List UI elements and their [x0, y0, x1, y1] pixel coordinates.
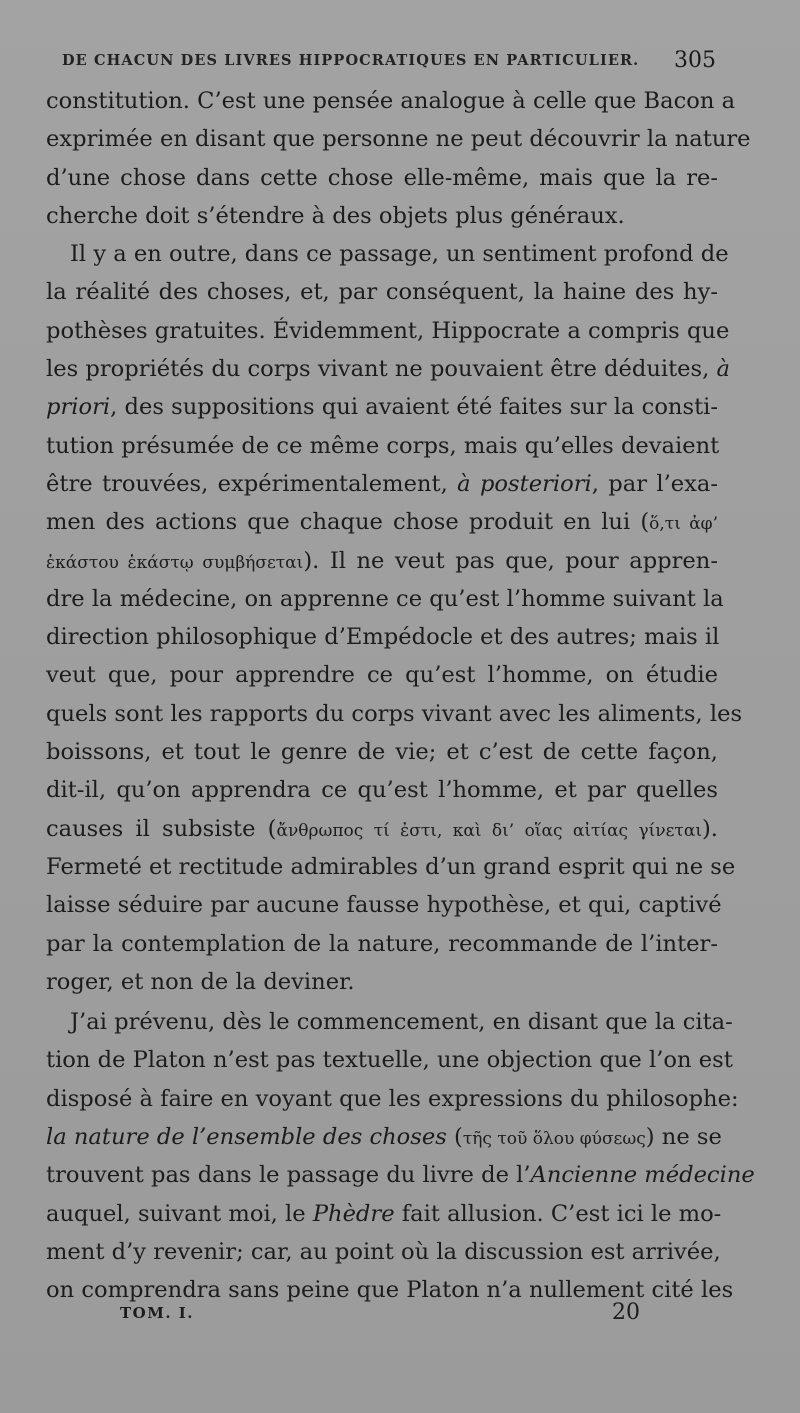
text-line: dre la médecine, on apprenne ce qu’est l’homme suivant la — [46, 585, 724, 612]
greek-quote: ἑκάστου ἑκάστῳ συμβήσεται — [46, 552, 304, 573]
greek-quote: ἄνθρωπος τί ἐστι, καὶ δι’ οἵας αἰτίας γίνεται — [276, 820, 702, 841]
text-line: auquel, suivant moi, le Phèdre fait allusion. C’est ici le mo- — [46, 1200, 722, 1227]
text-line: Fermeté et rectitude admirables d’un grand esprit qui ne se — [46, 853, 736, 880]
text-line: ἑκάστου ἑκάστῳ συμβήσεται). Il ne veut pas que, pour appren- — [46, 547, 718, 574]
text-line: priori, des suppositions qui avaient été faites sur la consti- — [46, 394, 719, 421]
text-line: disposé à faire en voyant que les expressions du philosophe: — [46, 1085, 739, 1112]
text-line: Il y a en outre, dans ce passage, un sentiment profond de — [70, 241, 729, 268]
text-line: on comprendra sans peine que Platon n’a nullement cité les — [46, 1277, 734, 1304]
text-line: men des actions que chaque chose produit en lui (ὅ,τι ἀφ’ — [46, 509, 718, 536]
text-line: direction philosophique d’Empédocle et des autres; mais il — [46, 624, 720, 651]
body-text — [46, 82, 755, 1310]
text-line: pothèses gratuites. Évidemment, Hippocrate a compris que — [46, 317, 730, 344]
text-line: veut que, pour apprendre ce qu’est l’homme, on étudie — [46, 662, 718, 689]
text-line: boissons, et tout le genre de vie; et c’est de cette façon, — [46, 739, 718, 766]
text-line: laisse séduire par aucune fausse hypothèse, et qui, captivé — [46, 892, 722, 919]
text-line: exprimée en disant que personne ne peut découvrir la nature — [46, 126, 751, 153]
text-line: les propriétés du corps vivant ne pouvaient être déduites, à — [46, 356, 730, 383]
greek-quote: τῆς τοῦ ὅλου φύσεως — [462, 1129, 646, 1150]
text-line: dit-il, qu’on apprendra ce qu’est l’homme, et par quelles — [46, 777, 718, 804]
signature-mark: 20 — [612, 1300, 640, 1325]
text-line: être trouvées, expérimentalement, à posteriori, par l’exa- — [46, 470, 719, 497]
text-line: roger, et non de la deviner. — [46, 968, 355, 995]
greek-quote: ὅ,τι ἀφ’ — [649, 514, 718, 535]
text-line: la nature de l’ensemble des choses (τῆς τοῦ ὅλου φύσεως) ne se — [46, 1124, 722, 1151]
text-line: tution présumée de ce même corps, mais qu’elles devaient — [46, 432, 720, 459]
tome-mark: TOM. I. — [120, 1304, 195, 1322]
text-line: J’ai prévenu, dès le commencement, en disant que la cita- — [70, 1009, 733, 1036]
text-line: la réalité des choses, et, par conséquent, la haine des hy- — [46, 279, 718, 306]
page-header — [62, 48, 734, 78]
text-line: d’une chose dans cette chose elle-même, mais que la re- — [46, 164, 718, 191]
text-line: quels sont les rapports du corps vivant avec les aliments, les — [46, 700, 743, 727]
running-head: DE CHACUN DES LIVRES HIPPOCRATIQUES EN PARTICULIER. — [62, 52, 640, 69]
text-line: cherche doit s’étendre à des objets plus généraux. — [46, 202, 625, 229]
text-line: constitution. C’est une pensée analogue à celle que Bacon a — [46, 88, 736, 114]
page-number: 305 — [674, 48, 716, 73]
text-line: par la contemplation de la nature, recommande de l’inter- — [46, 930, 718, 957]
page-footer — [120, 1300, 640, 1330]
text-line: tion de Platon n’est pas textuelle, une objection que l’on est — [46, 1047, 733, 1074]
text-line: causes il subsiste (ἄνθρωπος τί ἐστι, καὶ δι’ οἵας αἰτίας γίνεται). — [46, 815, 718, 842]
text-line: trouvent pas dans le passage du livre de l’Ancienne médecine — [46, 1162, 755, 1189]
text-line: ment d’y revenir; car, au point où la discussion est arrivée, — [46, 1238, 721, 1265]
